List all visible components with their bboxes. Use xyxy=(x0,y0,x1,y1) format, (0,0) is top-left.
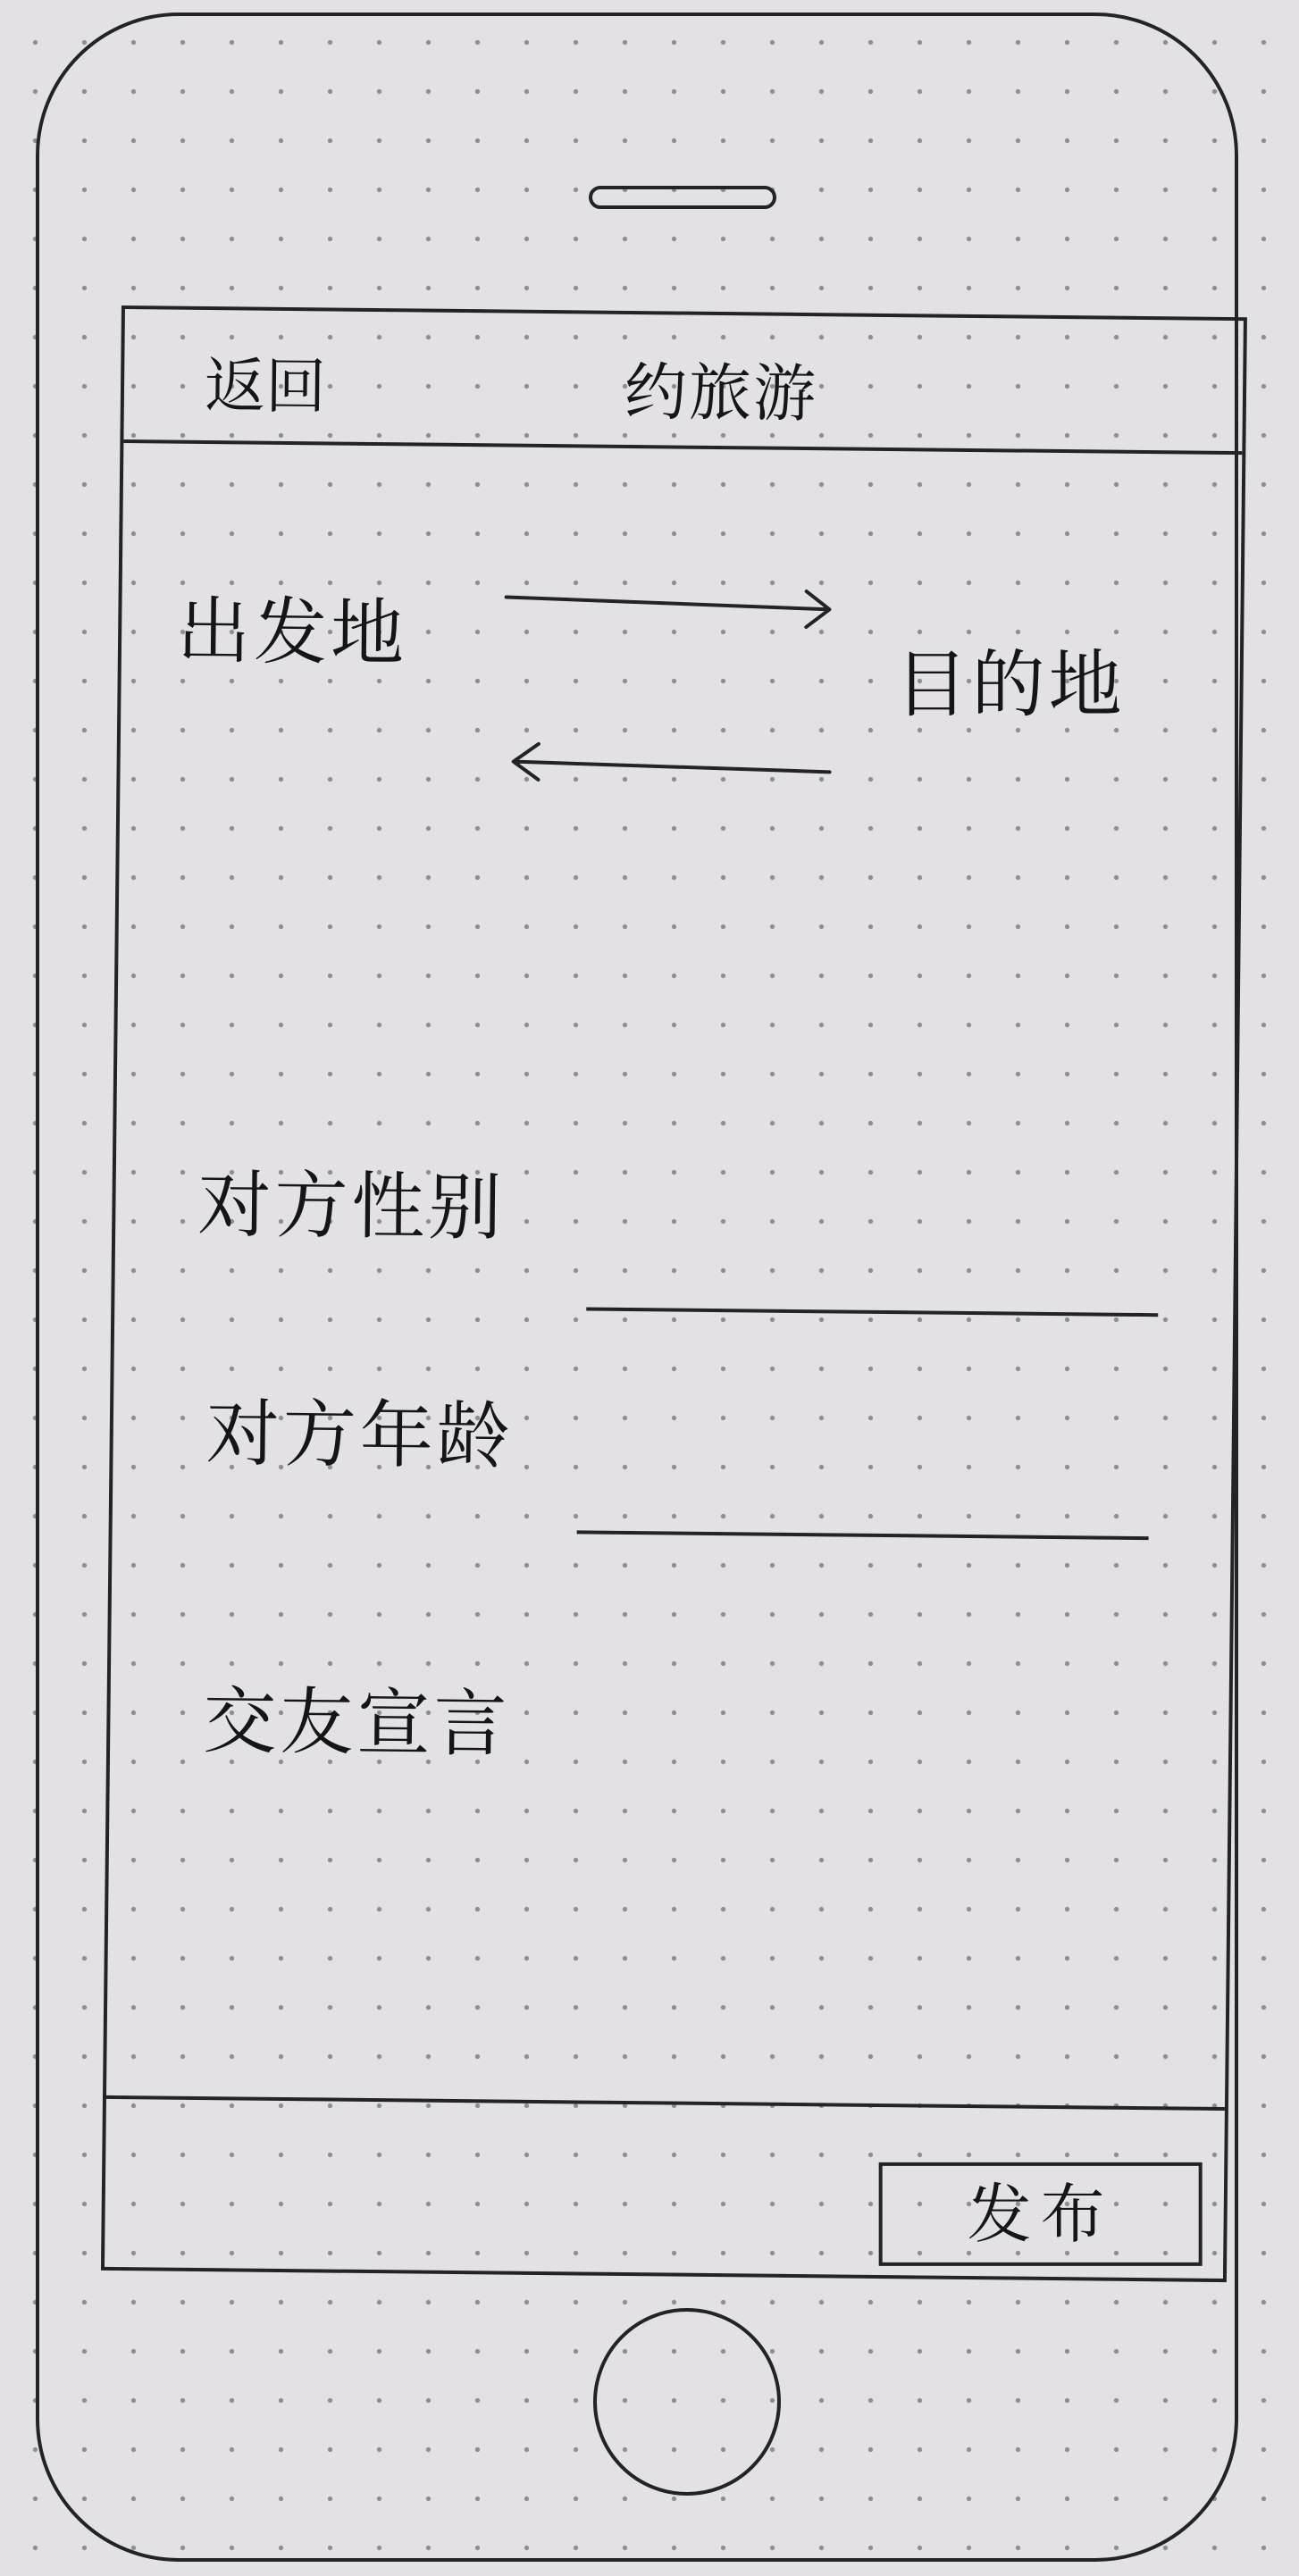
origin-field[interactable]: 出发地 xyxy=(176,589,408,677)
swap-arrows-icon[interactable] xyxy=(495,554,855,790)
page-title: 约旅游 xyxy=(624,355,818,431)
arrow-right-icon xyxy=(506,589,829,628)
age-label: 对方年龄 xyxy=(205,1392,515,1480)
gender-input[interactable] xyxy=(586,1252,1159,1317)
declaration-input[interactable] xyxy=(189,1775,1161,2101)
app-screen xyxy=(101,305,1247,2282)
phone-frame xyxy=(36,13,1238,2562)
age-input[interactable] xyxy=(577,1475,1150,1540)
arrow-left-icon xyxy=(513,744,829,783)
back-button[interactable]: 返回 xyxy=(204,350,327,423)
gender-label: 对方性别 xyxy=(197,1162,506,1251)
home-button[interactable] xyxy=(593,2308,781,2496)
declaration-label: 交友宣言 xyxy=(202,1679,511,1768)
destination-field[interactable]: 目的地 xyxy=(894,642,1126,728)
speaker-slot xyxy=(589,186,776,209)
publish-button[interactable]: 发布 xyxy=(879,2162,1203,2266)
nav-bar xyxy=(123,309,1244,455)
